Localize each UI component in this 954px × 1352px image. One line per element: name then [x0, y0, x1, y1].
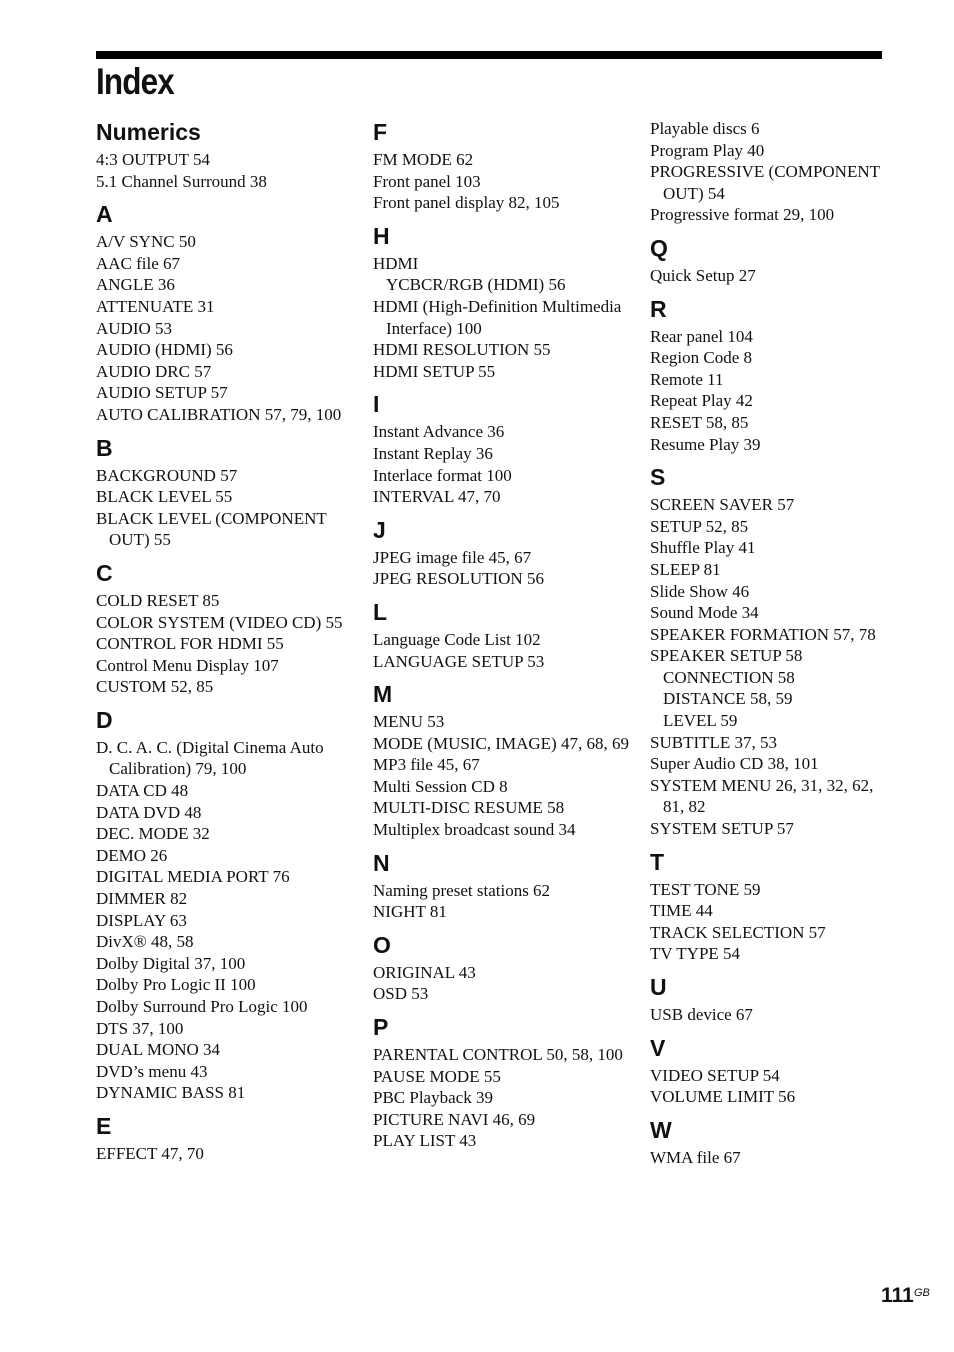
index-entry: ATTENUATE 31	[96, 296, 215, 316]
index-entry: MULTI-DISC RESUME 58	[373, 798, 565, 818]
index-entry: A/V SYNC 50	[96, 232, 196, 252]
section-heading: C	[96, 559, 113, 586]
section-heading: S	[650, 464, 666, 491]
index-entry: PAUSE MODE 55	[373, 1066, 501, 1086]
index-entry: Rear panel 104	[650, 326, 753, 346]
index-entry: AUDIO 53	[96, 318, 173, 338]
index-entry: BACKGROUND 57	[96, 465, 238, 485]
index-entry: SETUP 52, 85	[650, 516, 749, 536]
index-entry: DISPLAY 63	[96, 910, 187, 930]
index-entry: SCREEN SAVER 57	[650, 495, 795, 515]
section-heading: B	[96, 434, 113, 461]
index-entry: TV TYPE 54	[650, 944, 741, 964]
index-entry: AUDIO (HDMI) 56	[96, 340, 233, 360]
section-heading: O	[373, 931, 391, 958]
index-entry: Front panel 103	[373, 171, 481, 191]
index-entry: COLD RESET 85	[96, 590, 220, 610]
index-entry: DIMMER 82	[96, 889, 188, 909]
index-entry: D. C. A. C. (Digital Cinema Auto Calibration) 79, 100	[96, 737, 324, 779]
index-entry: ORIGINAL 43	[373, 962, 476, 982]
index-entry: MENU 53	[373, 712, 445, 732]
section-heading: J	[373, 516, 386, 543]
index-entry: LANGUAGE SETUP 53	[373, 651, 545, 671]
section-heading: F	[373, 119, 388, 145]
index-entry: EFFECT 47, 70	[96, 1143, 204, 1163]
index-entry: DEC. MODE 32	[96, 824, 210, 844]
index-entry: WMA file 67	[650, 1147, 741, 1167]
index-section	[96, 434, 356, 551]
index-entry: DVD’s menu 43	[96, 1061, 208, 1081]
index-section	[650, 973, 882, 1026]
index-entry: SPEAKER SETUP 58	[650, 646, 803, 666]
index-entry: USB device 67	[650, 1005, 753, 1024]
index-entry: JPEG RESOLUTION 56	[373, 569, 544, 589]
index-entry: Playable discs 6	[650, 119, 760, 138]
index-entry: SYSTEM SETUP 57	[650, 819, 794, 839]
index-entry: MP3 file 45, 67	[373, 755, 480, 775]
index-entry: Instant Replay 36	[373, 443, 493, 463]
index-section	[96, 1112, 356, 1165]
index-entry: COLOR SYSTEM (VIDEO CD) 55	[96, 612, 343, 632]
index-entry: AUDIO DRC 57	[96, 361, 212, 381]
index-entry: BLACK LEVEL (COMPONENT OUT) 55	[96, 508, 327, 550]
index-entry: SPEAKER FORMATION 57, 78	[650, 624, 876, 644]
section-heading: E	[96, 1112, 112, 1139]
index-section	[96, 200, 356, 425]
section-heading: V	[650, 1034, 666, 1061]
index-entry: 4:3 OUTPUT 54	[96, 150, 210, 169]
index-entry: DTS 37, 100	[96, 1018, 184, 1038]
index-subentry: CONNECTION 58	[663, 667, 795, 687]
index-section	[650, 463, 882, 840]
index-entry: Instant Advance 36	[373, 422, 505, 442]
index-entry: Multi Session CD 8	[373, 776, 508, 796]
index-entry: CONTROL FOR HDMI 55	[96, 634, 284, 654]
index-entry: 5.1 Channel Surround 38	[96, 171, 267, 191]
index-subentry: DISTANCE 58, 59	[663, 689, 793, 709]
index-entry: AAC file 67	[96, 253, 181, 273]
index-entry: Naming preset stations 62	[373, 880, 551, 900]
index-section	[373, 849, 633, 923]
index-entry: PLAY LIST 43	[373, 1131, 477, 1151]
index-entry: Remote 11	[650, 369, 724, 389]
page-region-suffix: GB	[914, 1287, 930, 1299]
index-entry: JPEG image file 45, 67	[373, 547, 532, 567]
index-entry: Slide Show 46	[650, 581, 750, 601]
index-entry: Resume Play 39	[650, 434, 761, 454]
index-subentry: YCBCR/RGB (HDMI) 56	[386, 275, 566, 295]
index-entry: INTERVAL 47, 70	[373, 487, 501, 507]
page-number: 111	[881, 1284, 914, 1307]
index-entry: DYNAMIC BASS 81	[96, 1083, 246, 1103]
index-entry: VIDEO SETUP 54	[650, 1065, 780, 1085]
index-section	[96, 559, 356, 698]
index-section	[373, 118, 633, 214]
index-section	[373, 598, 633, 672]
index-entry: PBC Playback 39	[373, 1088, 493, 1108]
index-section	[373, 222, 633, 383]
index-entry: Multiplex broadcast sound 34	[373, 820, 576, 840]
index-entry: VOLUME LIMIT 56	[650, 1087, 796, 1107]
index-entry: TEST TONE 59	[650, 879, 761, 899]
index-entry: HDMI SETUP 55	[373, 361, 496, 381]
index-entry: HDMI	[373, 253, 419, 273]
index-column-2	[373, 118, 633, 1160]
section-heading: I	[373, 391, 380, 418]
index-entry: TRACK SELECTION 57	[650, 922, 826, 942]
index-entry: Region Code 8	[650, 348, 752, 368]
index-entry: HDMI RESOLUTION 55	[373, 340, 551, 360]
index-section	[650, 1034, 882, 1108]
section-heading: D	[96, 706, 113, 733]
index-section	[373, 516, 633, 590]
index-section	[650, 1116, 882, 1169]
index-section	[96, 118, 356, 192]
index-entry: DATA CD 48	[96, 781, 189, 801]
section-heading: U	[650, 974, 667, 1000]
index-entry: CUSTOM 52, 85	[96, 677, 214, 697]
index-entry: PROGRESSIVE (COMPONENT OUT) 54	[650, 162, 880, 203]
index-entry: TIME 44	[650, 901, 713, 921]
index-entry: Dolby Surround Pro Logic 100	[96, 997, 308, 1016]
section-heading: L	[373, 598, 388, 625]
index-entry: SYSTEM MENU 26, 31, 32, 62, 81, 82	[650, 775, 874, 817]
index-entry: Quick Setup 27	[650, 265, 756, 285]
index-column-3	[650, 118, 882, 1176]
index-entry: Dolby Pro Logic II 100	[96, 975, 256, 995]
index-section	[373, 1013, 633, 1152]
index-entry: Language Code List 102	[373, 629, 541, 649]
index-entry: SLEEP 81	[650, 559, 721, 579]
index-entry: DATA DVD 48	[96, 802, 202, 822]
index-section	[373, 931, 633, 1005]
index-entry: BLACK LEVEL 55	[96, 487, 233, 507]
section-heading: H	[373, 222, 390, 249]
section-heading: Numerics	[96, 119, 201, 145]
index-entry: Interlace format 100	[373, 465, 512, 485]
index-entry: MODE (MUSIC, IMAGE) 47, 68, 69	[373, 733, 629, 753]
index-entry: FM MODE 62	[373, 150, 474, 169]
index-section	[650, 295, 882, 456]
index-entry: HDMI (High-Definition Multimedia Interface) 100	[373, 296, 622, 338]
index-entry: ANGLE 36	[96, 275, 175, 295]
index-subentry: LEVEL 59	[663, 711, 738, 731]
section-heading: R	[650, 295, 667, 322]
section-heading: A	[96, 201, 113, 228]
index-entry: AUDIO SETUP 57	[96, 383, 228, 403]
index-entry: NIGHT 81	[373, 902, 447, 922]
index-section	[650, 118, 882, 226]
index-entry: Control Menu Display 107	[96, 655, 279, 675]
index-entry: DEMO 26	[96, 845, 168, 865]
index-entry: PICTURE NAVI 46, 69	[373, 1109, 536, 1129]
index-entry: OSD 53	[373, 984, 429, 1004]
index-column-1	[96, 118, 356, 1173]
index-entry: Shuffle Play 41	[650, 538, 756, 558]
index-entry: SUBTITLE 37, 53	[650, 732, 778, 752]
index-entry: Sound Mode 34	[650, 603, 759, 623]
section-heading: N	[373, 849, 390, 876]
index-entry: DivX® 48, 58	[96, 932, 194, 952]
index-entry: DUAL MONO 34	[96, 1040, 221, 1060]
section-heading: T	[650, 848, 665, 875]
index-entry: AUTO CALIBRATION 57, 79, 100	[96, 404, 342, 424]
index-section	[373, 390, 633, 507]
page-title: Index	[96, 61, 174, 102]
index-entry: Program Play 40	[650, 140, 765, 160]
section-heading: Q	[650, 234, 668, 261]
section-heading: M	[373, 681, 393, 708]
header-rule	[96, 51, 882, 59]
index-entry: RESET 58, 85	[650, 412, 749, 432]
index-entry: Progressive format 29, 100	[650, 205, 835, 225]
index-section	[650, 234, 882, 287]
index-entry: PARENTAL CONTROL 50, 58, 100	[373, 1045, 623, 1065]
index-entry: Repeat Play 42	[650, 391, 753, 411]
index-entry: DIGITAL MEDIA PORT 76	[96, 867, 290, 887]
index-entry: Front panel display 82, 105	[373, 193, 560, 213]
section-heading: P	[373, 1014, 389, 1041]
index-section	[650, 848, 882, 965]
index-section	[96, 706, 356, 1104]
index-section	[373, 680, 633, 841]
index-entry: Super Audio CD 38, 101	[650, 754, 819, 774]
index-entry: Dolby Digital 37, 100	[96, 953, 246, 973]
section-heading: W	[650, 1116, 672, 1143]
